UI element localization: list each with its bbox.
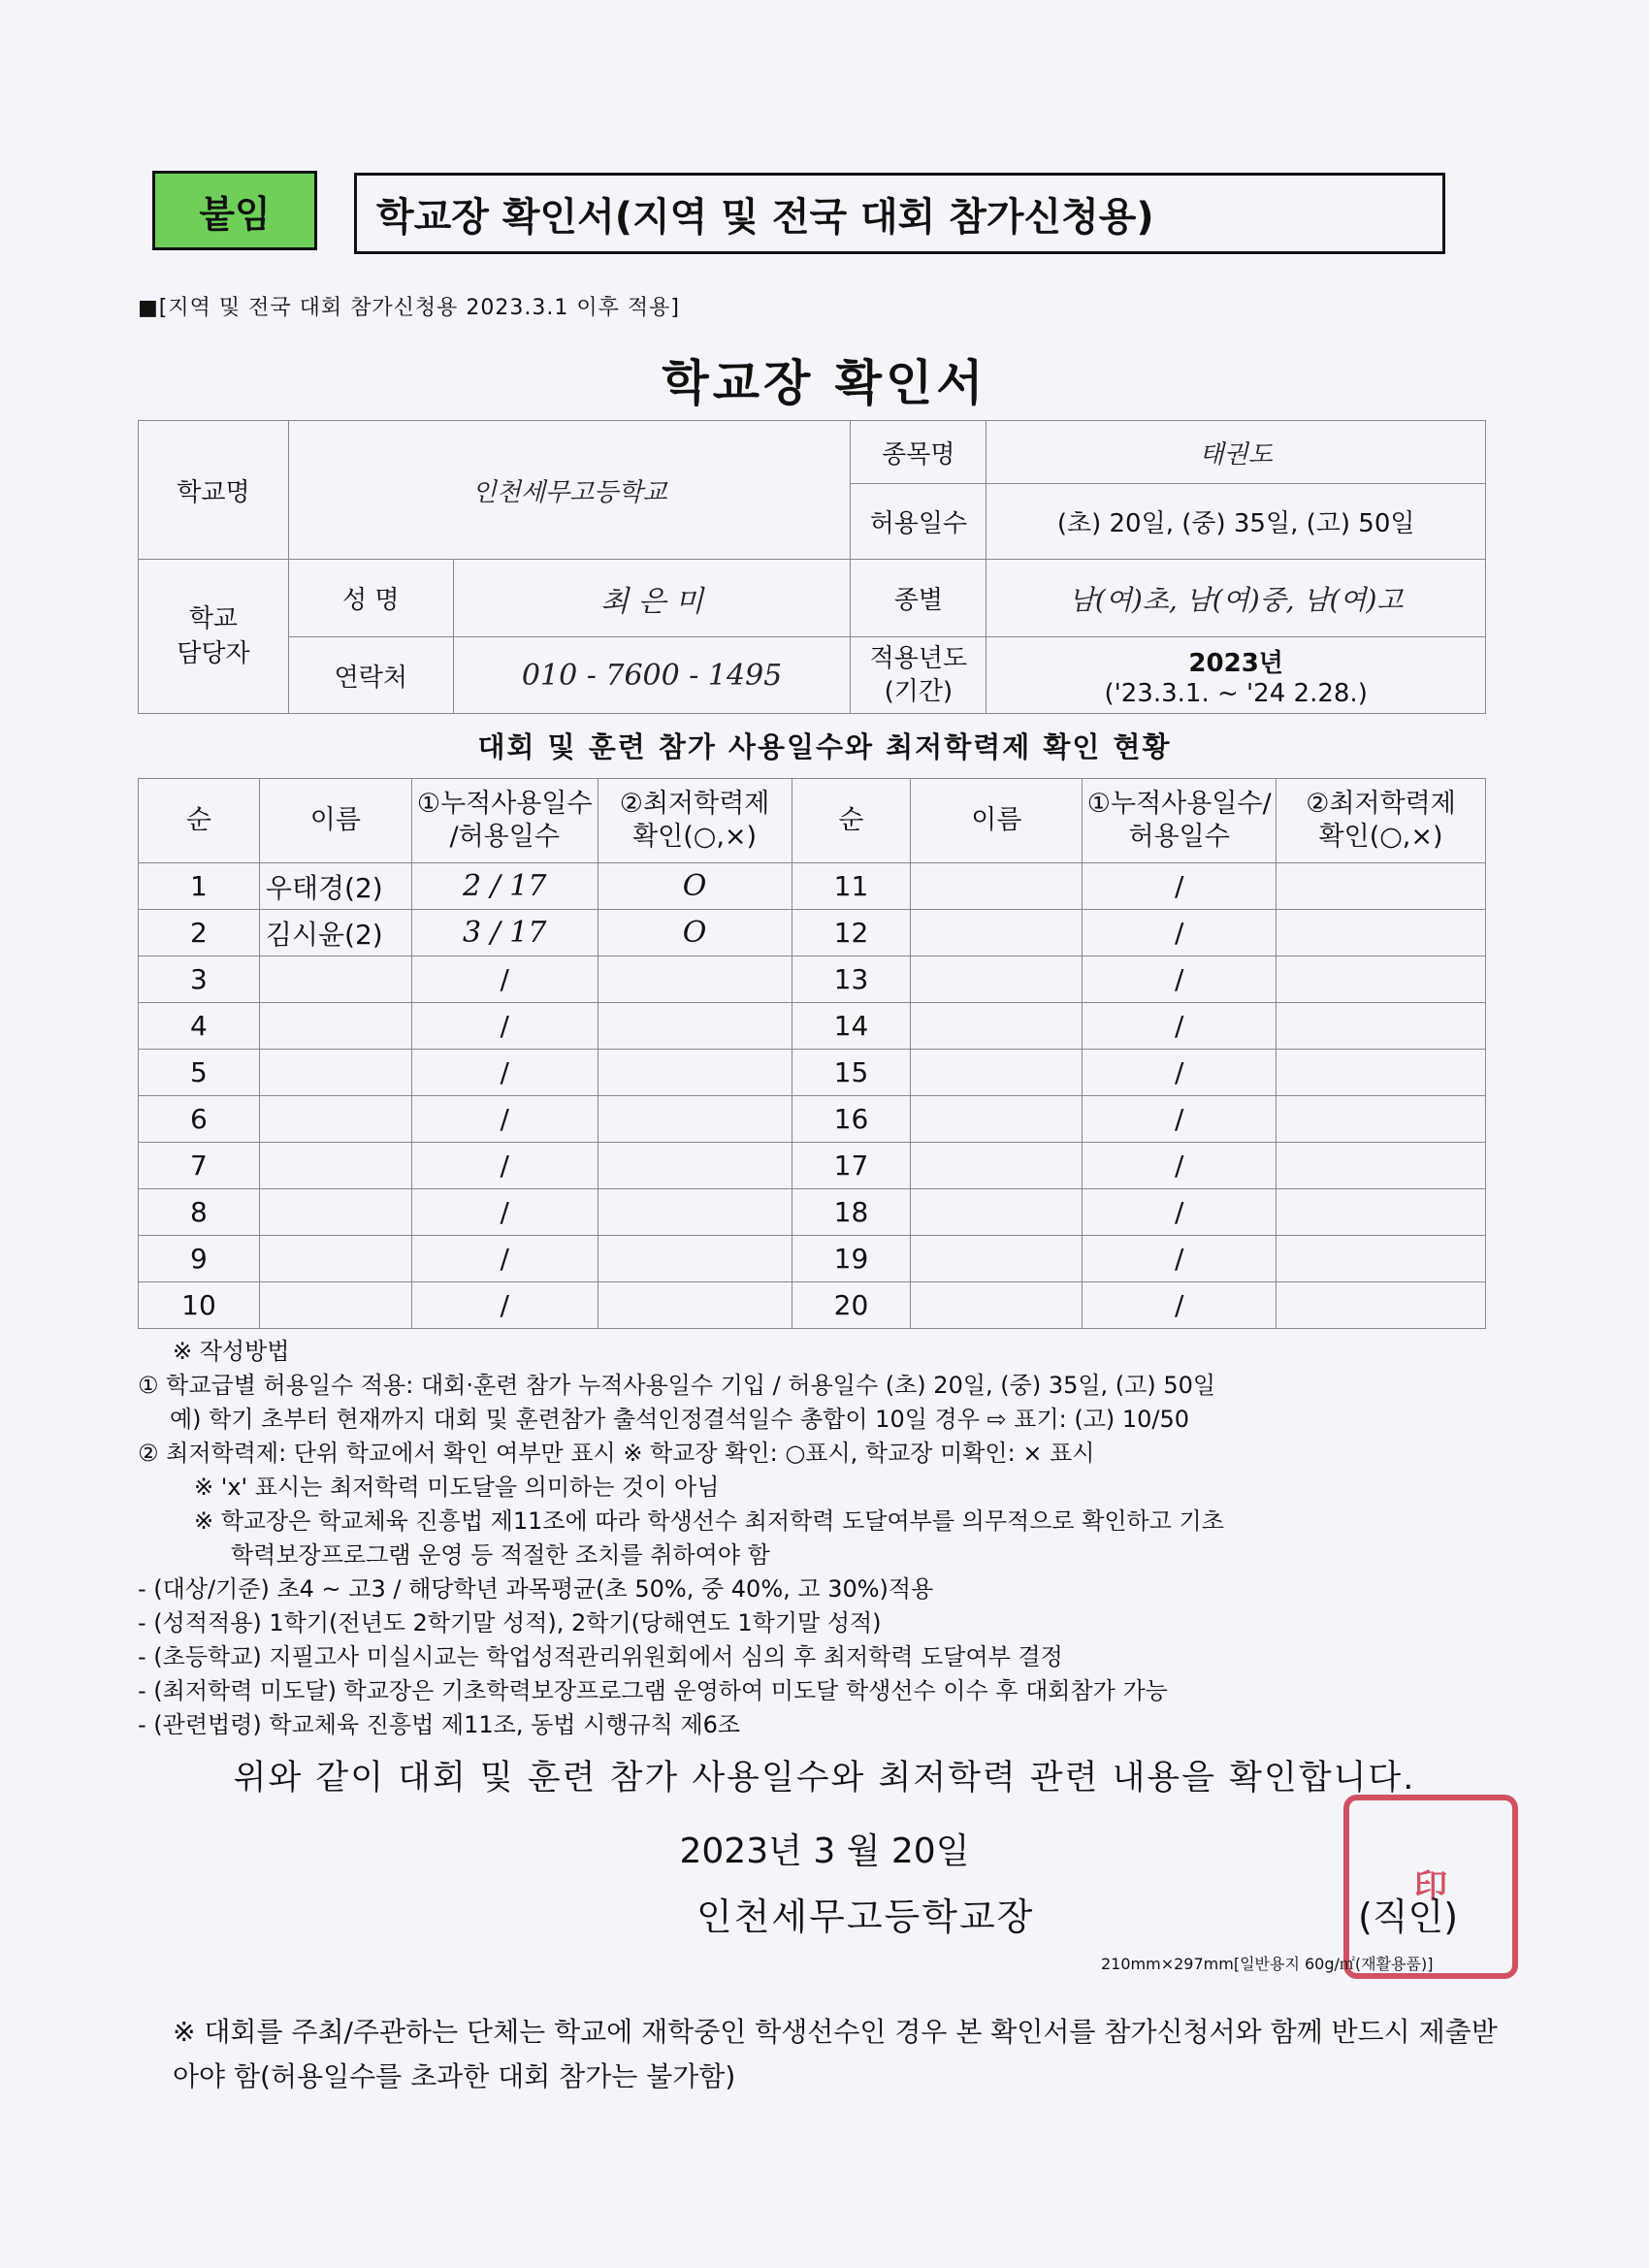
student-name (259, 1096, 411, 1143)
days-used: / (1083, 1003, 1277, 1050)
row-number: 4 (139, 1003, 260, 1050)
attachment-badge: 붙임 (152, 171, 317, 250)
student-name (911, 1236, 1083, 1282)
allowed-days-label: 허용일수 (851, 484, 986, 560)
days-used: / (411, 956, 598, 1003)
days-used: / (411, 1050, 598, 1096)
allowed-days-value: (초) 20일, (중) 35일, (고) 50일 (986, 484, 1486, 560)
student-name: 김시윤(2) (259, 910, 411, 956)
achievement-check (1277, 1143, 1486, 1189)
year-period: ('23.3.1. ~ '24 2.28.) (1104, 678, 1368, 708)
days-used: / (411, 1189, 598, 1236)
instruction-line: ② 최저학력제: 단위 학교에서 확인 여부만 표시 ※ 학교장 확인: ○표시, 학교장 미확인: × 표시 (138, 1440, 1095, 1467)
achievement-check (1277, 1189, 1486, 1236)
signing-date: 2023년 3 월 20일 (679, 1831, 970, 1871)
achievement-check (1277, 1096, 1486, 1143)
school-name-value: 인천세무고등학교 (288, 421, 851, 560)
confirmation-statement: 위와 같이 대회 및 훈련 참가 사용일수와 최저학력 관련 내용을 확인합니다. (233, 1759, 1416, 1798)
days-used: / (1083, 1096, 1277, 1143)
achievement-check (598, 1143, 792, 1189)
days-used: / (1083, 1236, 1277, 1282)
days-used: / (1083, 910, 1277, 956)
achievement-check (598, 1189, 792, 1236)
student-name (911, 956, 1083, 1003)
days-used: 2 / 17 (411, 863, 598, 910)
student-name (911, 910, 1083, 956)
instruction-line: - (대상/기준) 초4 ~ 고3 / 해당학년 과목평균(초 50%, 중 40%, 고 30%)적용 (138, 1575, 934, 1603)
row-number: 10 (139, 1282, 260, 1329)
achievement-check (1277, 1282, 1486, 1329)
achievement-check (598, 1236, 792, 1282)
contact-value: 010 - 7600 - 1495 (453, 637, 851, 714)
instruction-line: ※ 'x' 표시는 최저학력 미도달을 의미하는 것이 아님 (194, 1474, 720, 1501)
row-number: 5 (139, 1050, 260, 1096)
roster-row (139, 1096, 1486, 1143)
manager-name-label: 성 명 (288, 560, 453, 637)
days-used: 3 / 17 (411, 910, 598, 956)
header-name-2: 이름 (911, 779, 1083, 863)
header-no: 순 (139, 779, 260, 863)
contact-label: 연락처 (288, 637, 453, 714)
roster-row (139, 863, 1486, 910)
row-number: 3 (139, 956, 260, 1003)
student-name (259, 1282, 411, 1329)
document-title: 학교장 확인서 (662, 355, 987, 411)
footer-note: ※ 대회를 주최/주관하는 단체는 학교에 재학중인 학생선수인 경우 본 확인서를 참가신청서와 함께 반드시 제출받아야 함(허용일수를 초과한 대회 참가는 불가함) (173, 2016, 1498, 2092)
row-number: 2 (139, 910, 260, 956)
instruction-line: ① 학교급별 허용일수 적용: 대회·훈련 참가 누적사용일수 기입 / 허용일수 (초) 20일, (중) 35일, (고) 50일 (138, 1372, 1216, 1399)
student-name: 우태경(2) (259, 863, 411, 910)
school-info-table (138, 420, 1486, 714)
achievement-check (1277, 1003, 1486, 1050)
division-label: 종별 (851, 560, 986, 637)
header-title: 학교장 확인서(지역 및 전국 대회 참가신청용) (354, 173, 1445, 254)
instruction-line: - (관련법령) 학교체육 진흥법 제11조, 동법 시행규칙 제6조 (138, 1711, 741, 1738)
student-name (259, 1236, 411, 1282)
status-title: 대회 및 훈련 참가 사용일수와 최저학력제 확인 현황 (477, 730, 1172, 763)
achievement-check (1277, 956, 1486, 1003)
achievement-check: O (598, 910, 792, 956)
row-number: 8 (139, 1189, 260, 1236)
achievement-check (598, 1282, 792, 1329)
year-cell (986, 637, 1486, 714)
row-number: 7 (139, 1143, 260, 1189)
achievement-check: O (598, 863, 792, 910)
row-number: 19 (792, 1236, 911, 1282)
principal-name: 인천세무고등학교장 (696, 1895, 1035, 1938)
applicability-note: ■[지역 및 전국 대회 참가신청용 2023.3.1 이후 적용] (138, 296, 680, 320)
days-used: / (1083, 956, 1277, 1003)
achievement-check (598, 956, 792, 1003)
roster-row (139, 1050, 1486, 1096)
seal-label: (직인) (1358, 1895, 1459, 1938)
days-used: / (411, 1003, 598, 1050)
header-check: ②최저학력제 확인(○,×) (598, 779, 792, 863)
roster-table (138, 778, 1486, 1329)
row-number: 12 (792, 910, 911, 956)
row-number: 1 (139, 863, 260, 910)
sport-label: 종목명 (851, 421, 986, 484)
achievement-check (598, 1096, 792, 1143)
student-name (911, 863, 1083, 910)
days-used: / (411, 1282, 598, 1329)
row-number: 6 (139, 1096, 260, 1143)
header-days: ①누적사용일수 /허용일수 (411, 779, 598, 863)
row-number: 17 (792, 1143, 911, 1189)
instructions (138, 1335, 1515, 1742)
days-used: / (1083, 1050, 1277, 1096)
student-name (911, 1189, 1083, 1236)
days-used: / (411, 1236, 598, 1282)
achievement-check (1277, 863, 1486, 910)
student-name (911, 1143, 1083, 1189)
row-number: 9 (139, 1236, 260, 1282)
days-used: / (411, 1143, 598, 1189)
row-number: 16 (792, 1096, 911, 1143)
row-number: 18 (792, 1189, 911, 1236)
header-days-2: ①누적사용일수/ 허용일수 (1083, 779, 1277, 863)
roster-row (139, 1189, 1486, 1236)
year-label: 적용년도 (기간) (851, 637, 986, 714)
roster-row (139, 1282, 1486, 1329)
days-used: / (1083, 863, 1277, 910)
official-seal-stamp: 印 (1343, 1795, 1518, 1979)
header-check-2: ②최저학력제 확인(○,×) (1277, 779, 1486, 863)
student-name (911, 1050, 1083, 1096)
roster-row (139, 1003, 1486, 1050)
days-used: / (1083, 1189, 1277, 1236)
achievement-check (1277, 910, 1486, 956)
row-number: 13 (792, 956, 911, 1003)
year-value: 2023년 (1188, 648, 1283, 678)
header-no-2: 순 (792, 779, 911, 863)
student-name (259, 1003, 411, 1050)
row-number: 14 (792, 1003, 911, 1050)
instruction-line: ※ 학교장은 학교체육 진흥법 제11조에 따라 학생선수 최저학력 도달여부를 의무적으로 확인하고 기초 (194, 1507, 1224, 1535)
division-value: 남(여)초, 남(여)중, 남(여)고 (986, 560, 1486, 637)
achievement-check (1277, 1236, 1486, 1282)
roster-header-row (139, 779, 1486, 863)
student-name (911, 1282, 1083, 1329)
row-number: 20 (792, 1282, 911, 1329)
achievement-check (1277, 1050, 1486, 1096)
student-name (259, 1143, 411, 1189)
instruction-line: - (성적적용) 1학기(전년도 2학기말 성적), 2학기(당해연도 1학기말 성적) (138, 1609, 882, 1636)
days-used: / (411, 1096, 598, 1143)
sport-value: 태권도 (986, 421, 1486, 484)
paper-spec: 210mm×297mm[일반용지 60g/㎡(재활용품)] (1101, 1955, 1434, 1973)
roster-row (139, 910, 1486, 956)
roster-row (139, 1236, 1486, 1282)
manager-name-value: 최 은 미 (453, 560, 851, 637)
instruction-line: 예) 학기 초부터 현재까지 대회 및 훈련참가 출석인정결석일수 총합이 10일 경우 ⇨ 표기: (고) 10/50 (170, 1406, 1190, 1433)
row-number: 15 (792, 1050, 911, 1096)
instruction-line: ※ 작성방법 (173, 1338, 290, 1365)
student-name (259, 956, 411, 1003)
student-name (259, 1050, 411, 1096)
instruction-line: - (초등학교) 지필고사 미실시교는 학업성적관리위원회에서 심의 후 최저학력 도달여부 결정 (138, 1643, 1063, 1670)
achievement-check (598, 1050, 792, 1096)
header-name: 이름 (259, 779, 411, 863)
days-used: / (1083, 1282, 1277, 1329)
student-name (911, 1003, 1083, 1050)
roster-row (139, 1143, 1486, 1189)
row-number: 11 (792, 863, 911, 910)
student-name (911, 1096, 1083, 1143)
achievement-check (598, 1003, 792, 1050)
school-name-label: 학교명 (139, 421, 289, 560)
manager-label: 학교 담당자 (139, 560, 289, 714)
days-used: / (1083, 1143, 1277, 1189)
roster-row (139, 956, 1486, 1003)
instruction-line: 학력보장프로그램 운영 등 적절한 조치를 취하여야 함 (231, 1541, 770, 1569)
instruction-line: - (최저학력 미도달) 학교장은 기초학력보장프로그램 운영하여 미도달 학생선수 이수 후 대회참가 가능 (138, 1677, 1168, 1704)
student-name (259, 1189, 411, 1236)
